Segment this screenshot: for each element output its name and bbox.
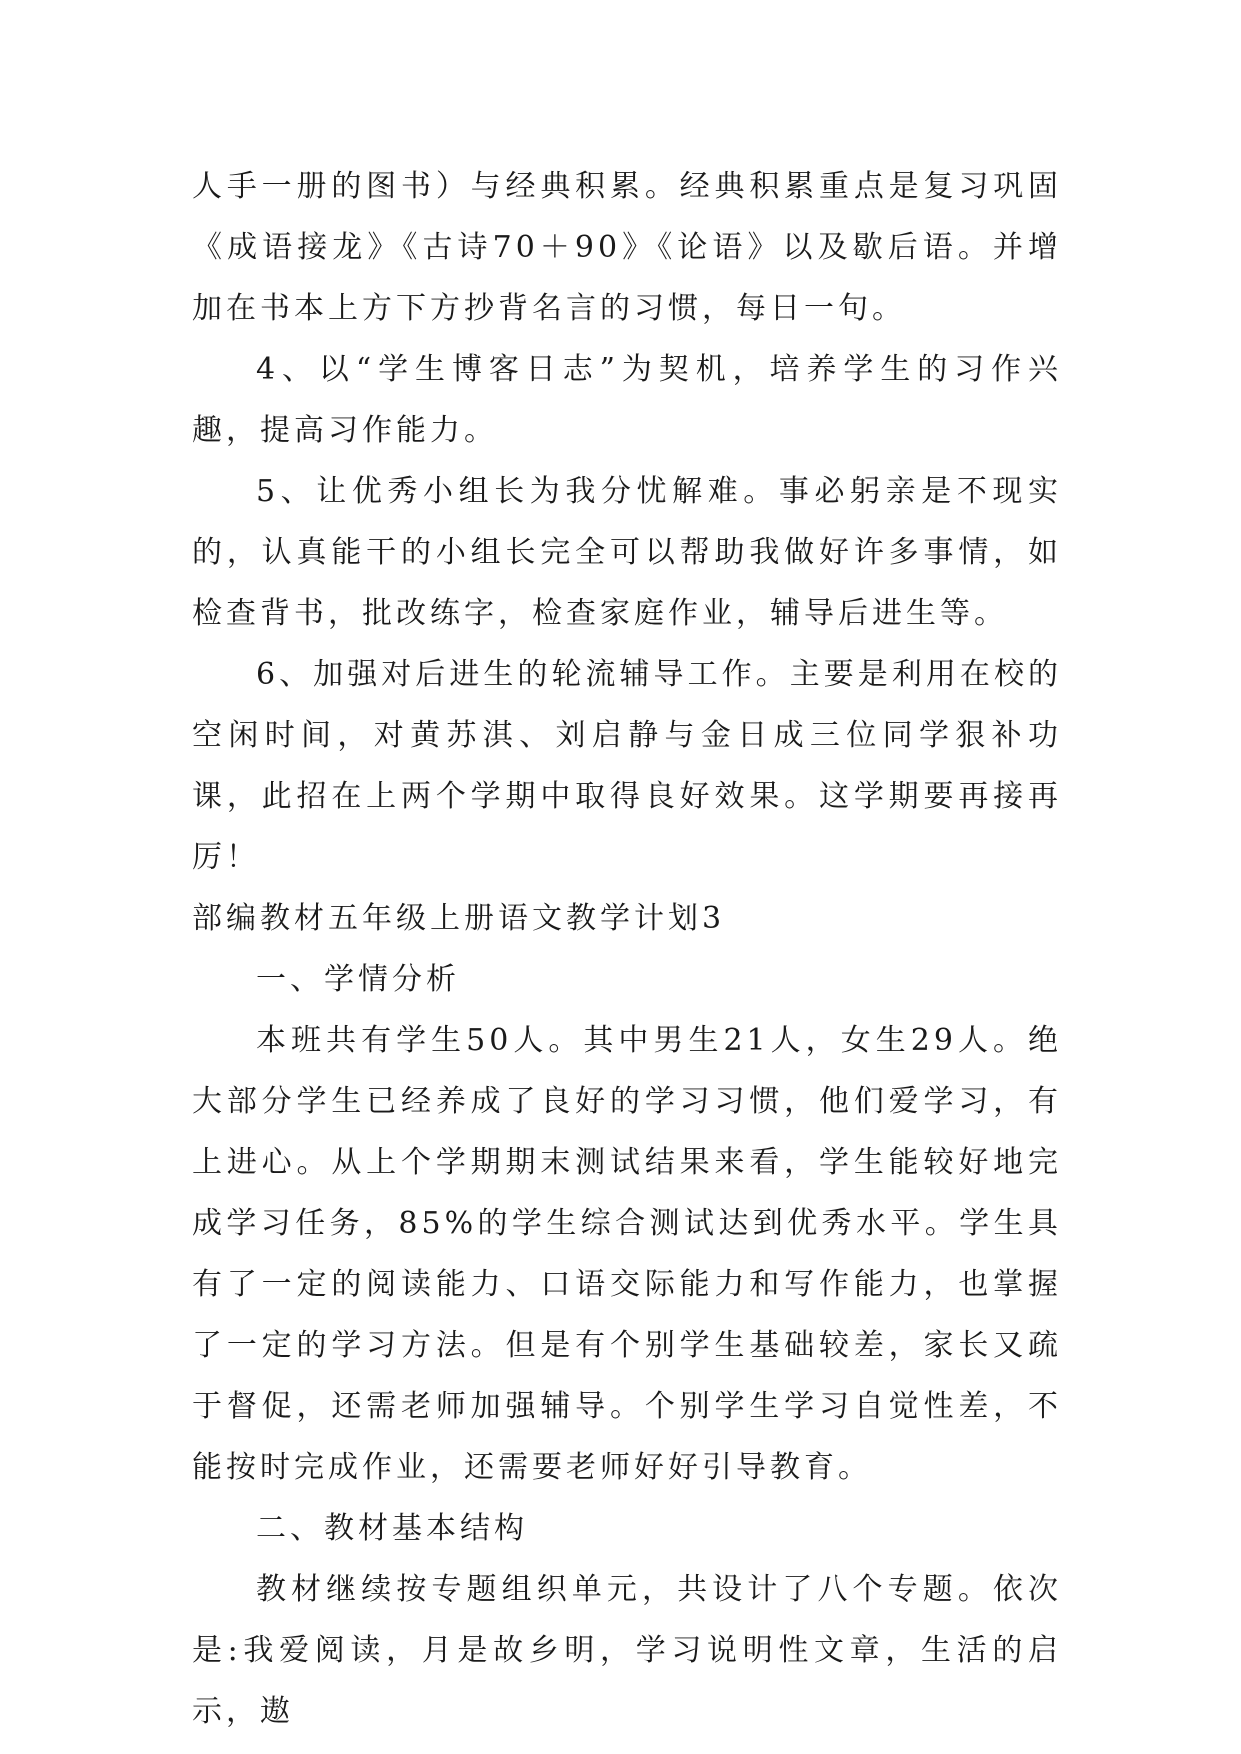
paragraph-class-info: 本班共有学生50人。其中男生21人，女生29人。绝大部分学生已经养成了良好的学习习惯，他们爱学习，有上进心。从上个学期期末测试结果来看，学生能较好地完成学习任务，85%的学生综合测试达到优秀水平。学生具有了一定的阅读能力、口语交际能力和写作能力，也掌握了一定的学习方法。但是有个别学生基础较差，家长又疏于督促，还需老师加强辅导。个别学生学习自觉性差，不能按时完成作业，还需要老师好好引导教育。 bbox=[192, 1023, 1062, 1485]
heading-textbook-structure: 二、教材基本结构 bbox=[256, 1511, 528, 1546]
heading-student-analysis: 一、学情分析 bbox=[256, 962, 460, 997]
paragraph-textbook-structure: 教材继续按专题组织单元，共设计了八个专题。依次是:我爱阅读，月是故乡明，学习说明性文章，生活的启示，遨 bbox=[192, 1572, 1062, 1729]
section-title: 部编教材五年级上册语文教学计划3 bbox=[192, 901, 726, 936]
paragraph-continuation: 人手一册的图书）与经典积累。经典积累重点是复习巩固《成语接龙》《古诗70＋90》《论语》以及歇后语。并增加在书本上方下方抄背名言的习惯，每日一句。 bbox=[192, 169, 1062, 326]
paragraph-item-6: 6、加强对后进生的轮流辅导工作。主要是利用在校的空闲时间，对黄苏淇、刘启静与金日成三位同学狠补功课，此招在上两个学期中取得良好效果。这学期要再接再厉！ bbox=[192, 657, 1062, 875]
document-body bbox=[192, 156, 1062, 1742]
paragraph-item-5: 5、让优秀小组长为我分忧解难。事必躬亲是不现实的，认真能干的小组长完全可以帮助我做好许多事情，如检查背书，批改练字，检查家庭作业，辅导后进生等。 bbox=[192, 474, 1062, 631]
paragraph-item-4: 4、以“学生博客日志”为契机，培养学生的习作兴趣，提高习作能力。 bbox=[192, 352, 1062, 448]
